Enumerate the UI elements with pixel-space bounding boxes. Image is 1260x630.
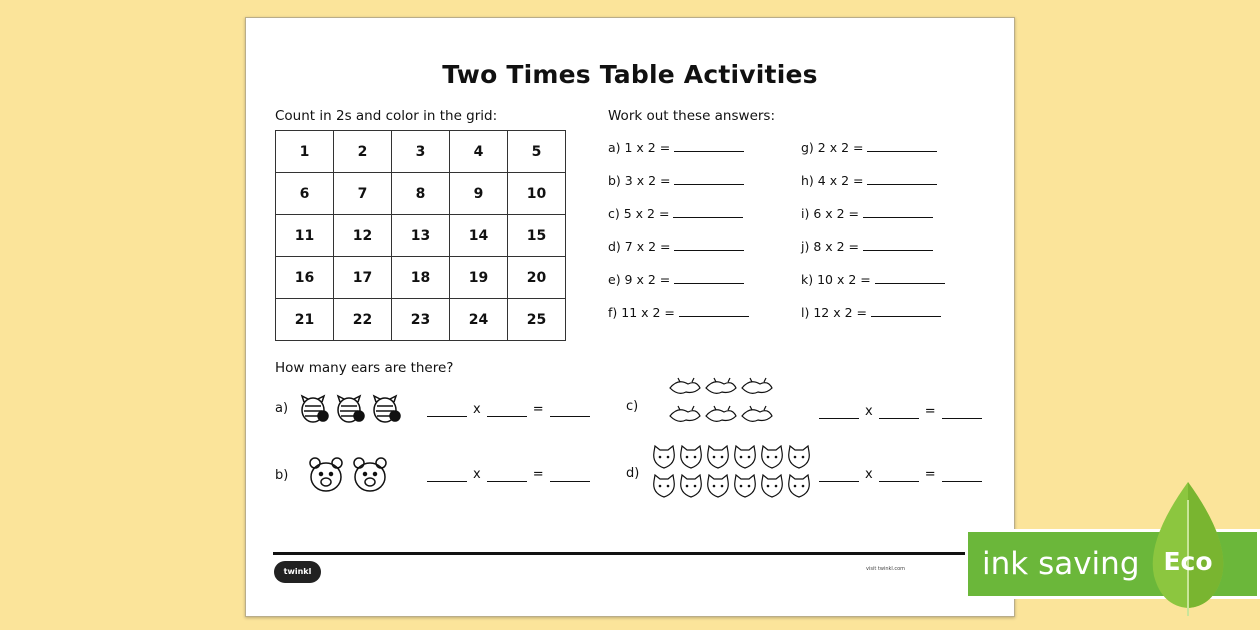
grid-row xyxy=(276,173,566,215)
zebra-pictures-icon xyxy=(295,390,415,426)
equals-sign: = xyxy=(924,404,936,419)
grid-cell: 11 xyxy=(276,215,334,257)
grid-cell: 22 xyxy=(334,299,392,341)
answer-line[interactable] xyxy=(871,306,941,317)
question-i xyxy=(801,206,933,221)
times-sign: x xyxy=(473,402,481,417)
question-text: h) 4 x 2 = xyxy=(801,173,864,188)
worksheet-page xyxy=(245,17,1015,617)
grid-cell: 21 xyxy=(276,299,334,341)
ears-item-b xyxy=(275,455,395,495)
grid-cell: 5 xyxy=(508,131,566,173)
site-url: visit twinkl.com xyxy=(866,566,906,572)
grid-cell: 8 xyxy=(392,173,450,215)
question-text: i) 6 x 2 = xyxy=(801,206,860,221)
bear-pictures-icon xyxy=(295,455,395,495)
grid-cell: 7 xyxy=(334,173,392,215)
badge-text: ink saving xyxy=(982,546,1140,582)
equals-sign: = xyxy=(532,402,544,417)
grid-cell: 9 xyxy=(450,173,508,215)
equation-d xyxy=(819,467,982,482)
number-grid xyxy=(275,130,566,341)
blank-line[interactable] xyxy=(942,408,982,419)
grid-row xyxy=(276,131,566,173)
question-e xyxy=(608,272,744,287)
ears-item-a xyxy=(275,390,415,426)
answer-line[interactable] xyxy=(863,207,933,218)
answer-line[interactable] xyxy=(674,141,744,152)
blank-line[interactable] xyxy=(819,408,859,419)
ears-item-c xyxy=(626,376,786,436)
blank-line[interactable] xyxy=(879,471,919,482)
answer-line[interactable] xyxy=(674,174,744,185)
times-sign: x xyxy=(865,404,873,419)
equation-c xyxy=(819,404,982,419)
twinkl-logo: twinkl xyxy=(274,561,321,583)
grid-cell: 18 xyxy=(392,257,450,299)
item-letter: b) xyxy=(275,467,289,483)
question-k xyxy=(801,272,945,287)
question-l xyxy=(801,305,941,320)
question-text: a) 1 x 2 = xyxy=(608,140,671,155)
question-a xyxy=(608,140,744,155)
grid-row xyxy=(276,299,566,341)
grid-cell: 19 xyxy=(450,257,508,299)
question-h xyxy=(801,173,937,188)
blank-line[interactable] xyxy=(550,406,590,417)
eco-label: Eco xyxy=(1163,547,1213,576)
answer-line[interactable] xyxy=(673,207,743,218)
cat-pictures-icon xyxy=(646,444,821,502)
grid-cell: 12 xyxy=(334,215,392,257)
answer-line[interactable] xyxy=(867,174,937,185)
answer-line[interactable] xyxy=(863,240,933,251)
answer-line[interactable] xyxy=(679,306,749,317)
equals-sign: = xyxy=(924,467,936,482)
dragon-pictures-icon xyxy=(646,376,786,436)
grid-cell: 16 xyxy=(276,257,334,299)
answer-line[interactable] xyxy=(674,273,744,284)
question-text: j) 8 x 2 = xyxy=(801,239,860,254)
grid-cell: 2 xyxy=(334,131,392,173)
item-letter: d) xyxy=(626,465,640,481)
ears-item-d xyxy=(626,444,821,502)
answers-instruction: Work out these answers: xyxy=(608,108,776,124)
blank-line[interactable] xyxy=(487,406,527,417)
grid-cell: 10 xyxy=(508,173,566,215)
footer-divider xyxy=(273,552,990,555)
grid-instruction: Count in 2s and color in the grid: xyxy=(275,108,498,124)
grid-cell: 17 xyxy=(334,257,392,299)
grid-cell: 15 xyxy=(508,215,566,257)
question-text: k) 10 x 2 = xyxy=(801,272,871,287)
blank-line[interactable] xyxy=(879,408,919,419)
question-text: g) 2 x 2 = xyxy=(801,140,864,155)
times-sign: x xyxy=(865,467,873,482)
grid-cell: 1 xyxy=(276,131,334,173)
grid-row xyxy=(276,215,566,257)
times-sign: x xyxy=(473,467,481,482)
question-d xyxy=(608,239,744,254)
grid-cell: 13 xyxy=(392,215,450,257)
grid-row xyxy=(276,257,566,299)
equation-b xyxy=(427,467,590,482)
question-f xyxy=(608,305,749,320)
question-text: f) 11 x 2 = xyxy=(608,305,675,320)
ears-question: How many ears are there? xyxy=(275,360,454,376)
grid-cell: 24 xyxy=(450,299,508,341)
question-c xyxy=(608,206,743,221)
equation-a xyxy=(427,402,590,417)
grid-cell: 14 xyxy=(450,215,508,257)
answer-line[interactable] xyxy=(867,141,937,152)
question-j xyxy=(801,239,933,254)
question-text: b) 3 x 2 = xyxy=(608,173,671,188)
grid-cell: 4 xyxy=(450,131,508,173)
blank-line[interactable] xyxy=(427,471,467,482)
question-text: d) 7 x 2 = xyxy=(608,239,671,254)
item-letter: c) xyxy=(626,398,639,414)
blank-line[interactable] xyxy=(550,471,590,482)
answer-line[interactable] xyxy=(875,273,945,284)
question-text: c) 5 x 2 = xyxy=(608,206,670,221)
question-text: l) 12 x 2 = xyxy=(801,305,867,320)
blank-line[interactable] xyxy=(487,471,527,482)
grid-cell: 23 xyxy=(392,299,450,341)
item-letter: a) xyxy=(275,400,289,416)
grid-cell: 20 xyxy=(508,257,566,299)
blank-line[interactable] xyxy=(819,471,859,482)
answer-line[interactable] xyxy=(674,240,744,251)
blank-line[interactable] xyxy=(427,406,467,417)
grid-cell: 6 xyxy=(276,173,334,215)
question-text: e) 9 x 2 = xyxy=(608,272,671,287)
question-g xyxy=(801,140,937,155)
grid-cell: 3 xyxy=(392,131,450,173)
page-title: Two Times Table Activities xyxy=(442,60,818,89)
equals-sign: = xyxy=(532,467,544,482)
grid-cell: 25 xyxy=(508,299,566,341)
question-b xyxy=(608,173,744,188)
blank-line[interactable] xyxy=(942,471,982,482)
